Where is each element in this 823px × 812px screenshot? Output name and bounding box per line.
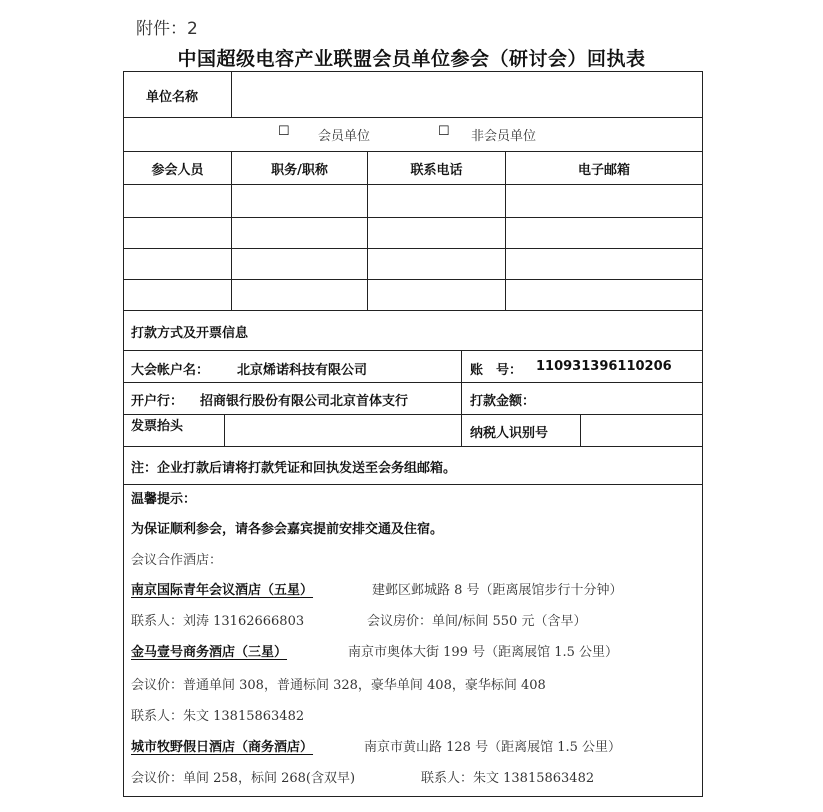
non-member-checkbox[interactable]: ☐ xyxy=(438,124,450,139)
registration-form xyxy=(123,71,703,797)
row-divider xyxy=(124,350,702,351)
account-no-label: 账 号： xyxy=(470,363,523,378)
hotel2-contact: 联系人：朱文 13815863482 xyxy=(131,709,305,724)
org-name-label: 单位名称 xyxy=(146,90,199,105)
col-header-attendee: 参会人员 xyxy=(151,163,204,178)
payment-note: 注：企业打款后请将打款凭证和回执发送至会务组邮箱。 xyxy=(131,461,457,476)
hotel1-name: 南京国际青年会议酒店（五星） xyxy=(131,583,314,598)
hotel2-address: 南京市奥体大街 199 号（距离展馆 1.5 公里） xyxy=(348,645,619,660)
bank-value: 招商银行股份有限公司北京首体支行 xyxy=(200,394,409,409)
payment-section-heading: 打款方式及开票信息 xyxy=(131,326,249,341)
org-name-field[interactable] xyxy=(234,75,699,114)
row-divider xyxy=(124,279,702,280)
amount-label: 打款金额： xyxy=(470,394,536,409)
account-name-label: 大会帐户名： xyxy=(131,363,210,378)
col-divider xyxy=(224,414,225,446)
row-divider xyxy=(124,484,702,485)
row-divider xyxy=(124,117,702,118)
tips-heading: 温馨提示： xyxy=(131,492,197,507)
hotel3-name: 城市牧野假日酒店（商务酒店） xyxy=(131,740,314,755)
bank-label: 开户行： xyxy=(131,394,184,409)
col-divider xyxy=(461,350,462,446)
row-divider xyxy=(124,184,702,185)
row-divider xyxy=(124,217,702,218)
hotel2-price: 会议价：普通单间 308，普通标间 328，豪华单间 408，豪华标间 408 xyxy=(131,678,546,693)
invoice-title-label: 发票抬头 xyxy=(131,419,184,434)
col-header-phone: 联系电话 xyxy=(410,163,463,178)
member-option-label: 会员单位 xyxy=(318,129,371,144)
hotel1-contact: 联系人：刘涛 13162666803 xyxy=(131,614,305,629)
row-divider xyxy=(124,248,702,249)
hotel3-price: 会议价：单间 258，标间 268(含双早) xyxy=(131,771,356,786)
hotel3-contact: 联系人：朱文 13815863482 xyxy=(421,771,595,786)
hotels-intro: 会议合作酒店： xyxy=(131,553,223,568)
hotel3-address: 南京市黄山路 128 号（距离展馆 1.5 公里） xyxy=(364,740,622,755)
col-header-email: 电子邮箱 xyxy=(577,163,630,178)
page-title: 中国超级电容产业联盟会员单位参会（研讨会）回执表 xyxy=(177,48,646,70)
col-divider xyxy=(231,72,232,117)
row-divider xyxy=(124,310,702,311)
row-divider xyxy=(124,446,702,447)
non-member-option-label: 非会员单位 xyxy=(471,129,537,144)
tips-advice: 为保证顺利参会，请各参会嘉宾提前安排交通及住宿。 xyxy=(131,522,444,537)
tax-id-label: 纳税人识别号 xyxy=(470,426,549,441)
row-divider xyxy=(124,414,702,415)
tax-id-field[interactable] xyxy=(583,417,699,444)
account-no-value: 110931396110206 xyxy=(536,359,672,374)
account-name-value: 北京烯诺科技有限公司 xyxy=(237,363,368,378)
row-divider xyxy=(124,382,702,383)
invoice-title-field[interactable] xyxy=(227,417,457,444)
col-divider xyxy=(580,414,581,446)
col-header-title: 职务/职称 xyxy=(271,163,328,178)
hotel2-name: 金马壹号商务酒店（三星） xyxy=(131,645,288,660)
hotel1-address: 建邺区邺城路 8 号（距离展馆步行十分钟） xyxy=(372,583,623,598)
hotel1-price: 会议房价：单间/标间 550 元（含早） xyxy=(367,614,587,629)
row-divider xyxy=(124,151,702,152)
attachment-label: 附件：2 xyxy=(136,19,198,39)
member-checkbox[interactable]: ☐ xyxy=(278,124,290,139)
